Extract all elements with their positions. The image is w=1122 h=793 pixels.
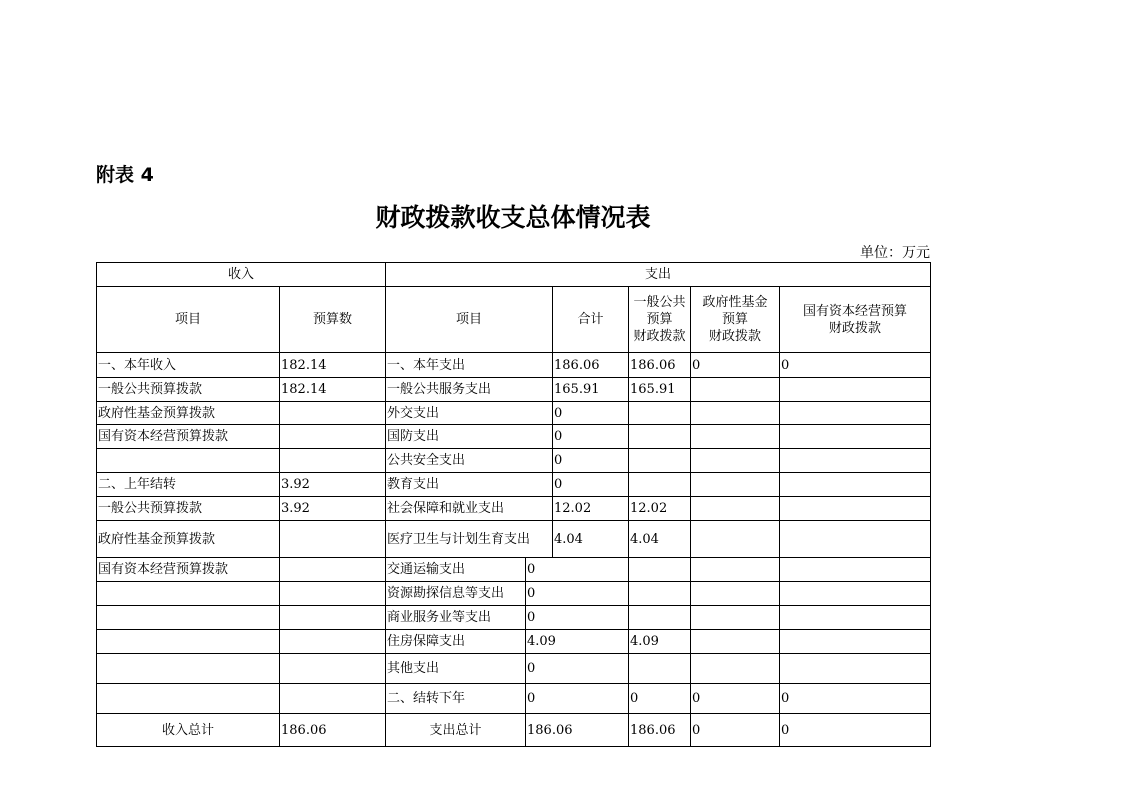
table-row-expense-item-text: 外交支出 — [387, 406, 440, 421]
table-row-gov-fund — [690, 472, 780, 497]
expense-header — [385, 262, 931, 287]
table-row-expense-item-text: 住房保障支出 — [387, 634, 466, 649]
table-row-expense-item-text: 教育支出 — [387, 477, 440, 492]
table-row-income-amount — [279, 557, 386, 582]
table-row-total-text: 0 — [554, 429, 563, 444]
table-row-income-amount — [279, 424, 386, 449]
table-row-state-capital — [779, 472, 931, 497]
table-row-total-text: 0 — [527, 661, 536, 676]
table-row-state-capital — [779, 424, 931, 449]
col-gov-fund-header-text: 政府性基金 预算 财政拨款 — [702, 295, 768, 344]
table-row-general-text: 4.04 — [630, 532, 659, 547]
table-row-income-amount — [279, 401, 386, 425]
table-row-income-amount-text: 182.14 — [281, 358, 327, 373]
income-header — [96, 262, 386, 287]
table-row-state-capital-text: 0 — [781, 691, 790, 706]
table-row-total-text: 186.06 — [527, 723, 573, 738]
table-row-total-text: 4.04 — [554, 532, 583, 547]
table-row-income-item-text: 二、上年结转 — [98, 477, 177, 492]
table-row-expense-item-text: 二、结转下年 — [387, 691, 466, 706]
table-row-total — [525, 557, 629, 582]
annex-label: 附表 4 — [96, 164, 154, 186]
col-budget-header — [279, 286, 386, 353]
table-row-total — [525, 581, 629, 606]
table-row-general — [628, 683, 691, 714]
col-state-capital-header — [779, 286, 931, 353]
table-row-gov-fund — [690, 557, 780, 582]
table-row-state-capital — [779, 683, 931, 714]
table-row-income-amount-text: 186.06 — [281, 723, 327, 738]
table-row-expense-item-text: 医疗卫生与计划生育支出 — [387, 532, 531, 547]
table-row-total-text: 0 — [554, 406, 563, 421]
table-row-state-capital — [779, 401, 931, 425]
table-row-general — [628, 424, 691, 449]
table-row-income-amount-text: 3.92 — [281, 501, 310, 516]
table-row-total — [552, 472, 629, 497]
col-item-header — [96, 286, 280, 353]
table-row-expense-item — [385, 557, 526, 582]
table-row-general — [628, 448, 691, 473]
table-row-income-amount — [279, 581, 386, 606]
table-row-state-capital — [779, 448, 931, 473]
table-row-income-item — [96, 581, 280, 606]
table-row-income-item-text: 收入总计 — [161, 723, 214, 738]
table-row-state-capital — [779, 520, 931, 558]
expense-header-text: 支出 — [644, 267, 671, 282]
table-row-expense-item-text: 公共安全支出 — [387, 453, 466, 468]
table-row-gov-fund — [690, 653, 780, 684]
table-row-income-item — [96, 496, 280, 521]
table-row-expense-item — [385, 629, 526, 654]
col-item-header-text: 项目 — [174, 312, 201, 327]
table-row-expense-item-text: 支出总计 — [429, 723, 482, 738]
table-row-general — [628, 352, 691, 378]
table-row-general — [628, 472, 691, 497]
table-row-income-item — [96, 377, 280, 402]
table-row-gov-fund — [690, 448, 780, 473]
table-row-income-item — [96, 605, 280, 630]
table-row-expense-item — [385, 377, 553, 402]
table-row-total-text: 0 — [554, 453, 563, 468]
table-row-general — [628, 496, 691, 521]
table-row-expense-item-text: 交通运输支出 — [387, 562, 466, 577]
table-row-general-text: 165.91 — [630, 382, 676, 397]
income-header-text: 收入 — [227, 267, 254, 282]
table-row-expense-item-text: 商业服务业等支出 — [387, 610, 492, 625]
table-row-state-capital — [779, 496, 931, 521]
table-row-expense-item — [385, 401, 553, 425]
table-row-income-item — [96, 472, 280, 497]
table-row-total — [552, 377, 629, 402]
table-row-general — [628, 605, 691, 630]
table-row-income-item — [96, 713, 280, 747]
table-row-expense-item — [385, 653, 526, 684]
table-row-income-item — [96, 448, 280, 473]
table-row-expense-item — [385, 683, 526, 714]
table-row-gov-fund — [690, 605, 780, 630]
table-row-state-capital — [779, 653, 931, 684]
table-row-income-amount-text: 3.92 — [281, 477, 310, 492]
table-row-income-amount — [279, 472, 386, 497]
table-row-general-text: 0 — [630, 691, 639, 706]
table-row-state-capital — [779, 605, 931, 630]
table-row-total-text: 165.91 — [554, 382, 600, 397]
table-row-total — [552, 424, 629, 449]
table-row-income-item-text: 国有资本经营预算拨款 — [98, 429, 229, 444]
table-row-income-amount — [279, 520, 386, 558]
table-row-income-item — [96, 424, 280, 449]
table-row-gov-fund — [690, 629, 780, 654]
table-row-state-capital — [779, 557, 931, 582]
table-row-total-text: 0 — [527, 610, 536, 625]
table-row-expense-item-text: 一、本年支出 — [387, 358, 466, 373]
table-row-general — [628, 377, 691, 402]
table-row-expense-item — [385, 472, 553, 497]
col-total-header-text: 合计 — [577, 312, 604, 327]
table-row-gov-fund — [690, 377, 780, 402]
table-row-total — [525, 629, 629, 654]
table-row-income-item — [96, 653, 280, 684]
table-row-expense-item — [385, 448, 553, 473]
table-row-expense-item — [385, 605, 526, 630]
table-row-total — [525, 605, 629, 630]
table-row-state-capital — [779, 377, 931, 402]
table-row-general — [628, 713, 691, 747]
table-row-expense-item-text: 资源勘探信息等支出 — [387, 586, 505, 601]
col-general-header — [628, 286, 691, 353]
table-row-general — [628, 653, 691, 684]
table-row-income-item — [96, 557, 280, 582]
table-row-state-capital — [779, 629, 931, 654]
table-row-income-item — [96, 520, 280, 558]
table-row-total — [552, 401, 629, 425]
col-total-header — [552, 286, 629, 353]
table-row-general — [628, 520, 691, 558]
table-row-state-capital — [779, 713, 931, 747]
table-row-income-amount — [279, 496, 386, 521]
table-row-income-item-text: 一般公共预算拨款 — [98, 382, 203, 397]
col-gov-fund-header — [690, 286, 780, 353]
table-row-total — [525, 683, 629, 714]
col-state-capital-header-text: 国有资本经营预算 财政拨款 — [802, 304, 907, 336]
table-row-gov-fund — [690, 352, 780, 378]
table-row-expense-item-text: 社会保障和就业支出 — [387, 501, 505, 516]
table-row-general — [628, 557, 691, 582]
table-row-general — [628, 401, 691, 425]
table-row-income-item-text: 一、本年收入 — [98, 358, 177, 373]
table-row-income-item-text: 一般公共预算拨款 — [98, 501, 203, 516]
table-row-total — [552, 496, 629, 521]
unit-label: 单位：万元 — [860, 245, 930, 261]
table-row-expense-item — [385, 352, 553, 378]
table-row-total-text: 186.06 — [554, 358, 600, 373]
table-row-total-text: 0 — [554, 477, 563, 492]
table-row-income-amount — [279, 352, 386, 378]
table-row-expense-item — [385, 713, 526, 747]
table-row-total-text: 0 — [527, 562, 536, 577]
table-row-total-text: 12.02 — [554, 501, 592, 516]
table-row-expense-item — [385, 520, 553, 558]
table-row-gov-fund — [690, 713, 780, 747]
table-row-gov-fund — [690, 520, 780, 558]
table-row-general-text: 12.02 — [630, 501, 668, 516]
table-row-income-amount — [279, 448, 386, 473]
table-row-income-item — [96, 352, 280, 378]
table-row-general — [628, 581, 691, 606]
table-row-general-text: 186.06 — [630, 723, 676, 738]
page-title: 财政拨款收支总体情况表 — [375, 203, 651, 232]
table-row-state-capital — [779, 581, 931, 606]
table-row-total — [525, 713, 629, 747]
table-row-income-item — [96, 683, 280, 714]
table-row-income-item — [96, 401, 280, 425]
col-expense-item-header-text: 项目 — [455, 312, 482, 327]
table-row-expense-item-text: 一般公共服务支出 — [387, 382, 492, 397]
table-row-expense-item-text: 国防支出 — [387, 429, 440, 444]
table-row-gov-fund-text: 0 — [692, 691, 701, 706]
table-row-income-amount — [279, 377, 386, 402]
table-row-state-capital-text: 0 — [781, 358, 790, 373]
table-row-gov-fund — [690, 424, 780, 449]
col-budget-header-text: 预算数 — [312, 312, 352, 327]
table-row-expense-item — [385, 496, 553, 521]
table-row-gov-fund-text: 0 — [692, 358, 701, 373]
table-row-total — [552, 520, 629, 558]
table-row-income-item — [96, 629, 280, 654]
table-row-total — [552, 448, 629, 473]
table-row-income-item-text: 国有资本经营预算拨款 — [98, 562, 229, 577]
table-row-total-text: 0 — [527, 691, 536, 706]
table-row-income-amount-text: 182.14 — [281, 382, 327, 397]
table-row-income-amount — [279, 713, 386, 747]
table-row-expense-item-text: 其他支出 — [387, 661, 440, 676]
table-row-total-text: 4.09 — [527, 634, 556, 649]
table-row-gov-fund — [690, 683, 780, 714]
table-row-state-capital — [779, 352, 931, 378]
col-general-header-text: 一般公共 预算 财政拨款 — [633, 295, 686, 344]
table-row-gov-fund — [690, 401, 780, 425]
table-row-general-text: 186.06 — [630, 358, 676, 373]
table-row-total — [525, 653, 629, 684]
table-row-income-item-text: 政府性基金预算拨款 — [98, 406, 216, 421]
table-row-gov-fund — [690, 496, 780, 521]
table-row-gov-fund — [690, 581, 780, 606]
table-row-income-amount — [279, 605, 386, 630]
table-row-income-item-text: 政府性基金预算拨款 — [98, 532, 216, 547]
col-expense-item-header — [385, 286, 553, 353]
table-row-expense-item — [385, 424, 553, 449]
table-row-gov-fund-text: 0 — [692, 723, 701, 738]
table-row-state-capital-text: 0 — [781, 723, 790, 738]
table-row-income-amount — [279, 629, 386, 654]
table-row-general-text: 4.09 — [630, 634, 659, 649]
table-row-income-amount — [279, 653, 386, 684]
table-row-total — [552, 352, 629, 378]
table-row-income-amount — [279, 683, 386, 714]
table-row-expense-item — [385, 581, 526, 606]
table-row-general — [628, 629, 691, 654]
table-row-total-text: 0 — [527, 586, 536, 601]
